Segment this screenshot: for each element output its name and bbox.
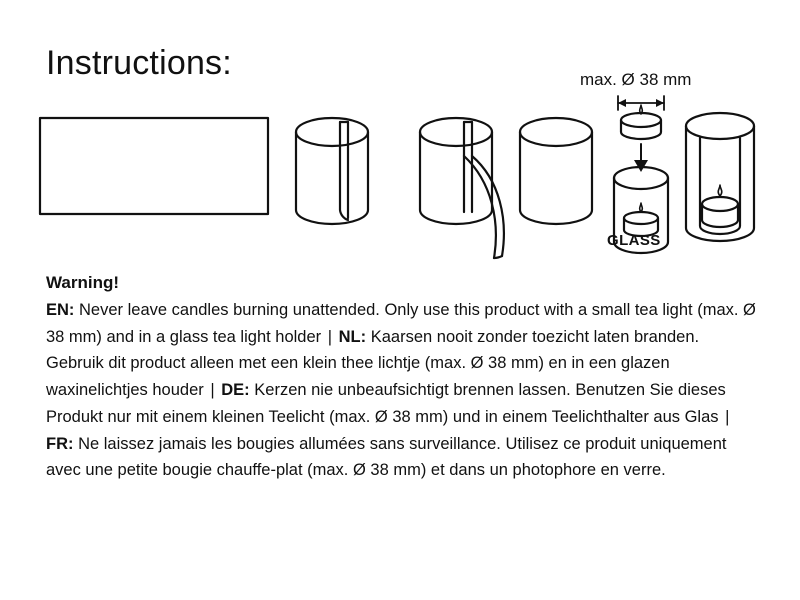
warning-heading: Warning! bbox=[46, 273, 120, 292]
step-flat-sheet bbox=[40, 118, 268, 214]
warning-block bbox=[46, 272, 756, 484]
lang-code-nl: NL: bbox=[338, 327, 367, 346]
separator-2: | bbox=[210, 381, 215, 400]
step-peel-liner bbox=[420, 118, 504, 258]
step-rolled-cylinder bbox=[296, 118, 368, 224]
lang-text-fr: Ne laissez jamais les bougies allumées sans surveillance. Utilisez ce produit uniquement avec une petite bougie chauffe-plat (max. Ø 38 mm) et dans un photophore en verre. bbox=[46, 434, 727, 480]
max-diameter-label: max. Ø 38 mm bbox=[580, 70, 692, 89]
glass-label: GLASS bbox=[607, 232, 661, 249]
lang-code-fr: FR: bbox=[46, 434, 74, 453]
lang-code-en: EN: bbox=[46, 300, 75, 319]
warning-text bbox=[46, 297, 756, 484]
separator-3: | bbox=[725, 407, 730, 426]
step-finished-cylinder bbox=[520, 118, 592, 224]
separator-1: | bbox=[327, 327, 333, 346]
instruction-diagram bbox=[0, 60, 800, 260]
step-tealight-insert bbox=[614, 96, 668, 253]
lang-code-de: DE: bbox=[221, 381, 250, 400]
step-glass-holder bbox=[686, 113, 754, 241]
diagram-illustration bbox=[0, 60, 800, 260]
lang-text-en: Never leave candles burning unattended. Only use this product with a small tea light (max. Ø 38 mm) and in a glass tea light holder bbox=[46, 300, 756, 346]
lang-text-de: Kerzen nie unbeaufsichtigt brennen lassen. Benutzen Sie dieses Produkt nur mit einem kleinen Teelicht (max. Ø 38 mm) und in einem Teelichthalter aus Glas bbox=[46, 381, 726, 426]
page-title: Instructions: bbox=[46, 44, 232, 82]
lang-text-nl: Kaarsen nooit zonder toezicht laten branden. Gebruik dit product alleen met een klein thee lichtje (max. Ø 38 mm) en in een glazen waxinelichtjes houder bbox=[46, 327, 700, 400]
